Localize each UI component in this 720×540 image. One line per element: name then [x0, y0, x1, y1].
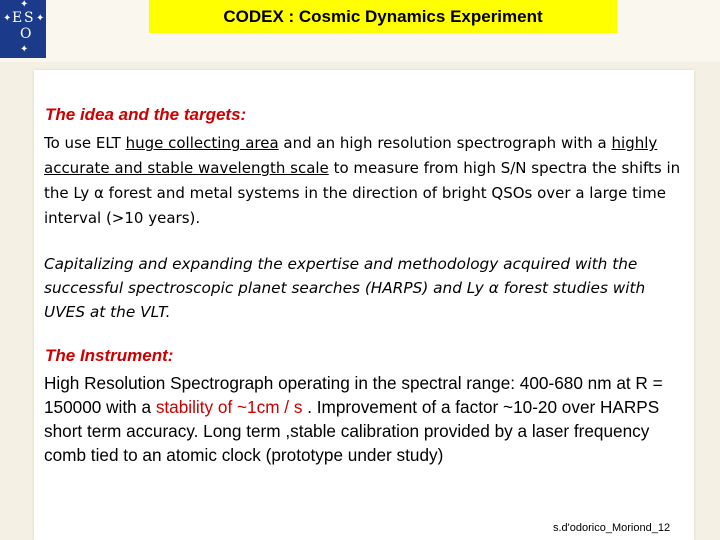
- logo-letter-e: E: [12, 10, 23, 26]
- section-heading-idea: The idea and the targets:: [45, 105, 247, 124]
- star-icon: ✦: [20, 0, 29, 10]
- logo-letter-s: S: [24, 10, 34, 26]
- instrument-paragraph: [44, 371, 684, 467]
- title-bar: [149, 0, 617, 33]
- idea-underlined-text: huge collecting area: [125, 134, 279, 152]
- star-icon: ✦: [36, 13, 45, 24]
- footer-credit: s.d'odorico_Moriond_12: [553, 522, 671, 534]
- idea-text: To use ELT: [44, 134, 126, 152]
- idea-text: to measure from high S/N spectra the shifts in the Ly α forest and metal systems in the direction of bright QSOs over a large time interval (>10 years).: [44, 159, 681, 227]
- logo-letter-o: O: [20, 26, 32, 42]
- instrument-text: High Resolution Spectrograph operating in the spectral range: 400-680 nm at R = 150000 with a: [44, 373, 663, 417]
- idea-text: and an high resolution spectrograph with a: [278, 134, 612, 152]
- instrument-text: . Improvement of a factor ~10-20 over HARPS short term accuracy. Long term ,stable calibration provided by a laser frequency comb tied to an atomic clock (prototype under study): [44, 397, 660, 465]
- star-icon: ✦: [20, 44, 29, 55]
- idea-paragraph: [44, 131, 684, 231]
- eso-logo: [0, 0, 46, 58]
- star-icon: ✦: [3, 13, 12, 24]
- section-heading-instrument: The Instrument:: [45, 346, 174, 365]
- expertise-paragraph: Capitalizing and expanding the expertise and methodology acquired with the successful spectroscopic planet searches (HARPS) and Ly α forest studies with UVES at the VLT.: [44, 255, 646, 321]
- page-title: CODEX : Cosmic Dynamics Experiment: [223, 7, 543, 26]
- stability-highlight: stability of ~1cm / s: [155, 397, 303, 417]
- idea-underlined-text: highly accurate and stable wavelength scale: [44, 134, 658, 177]
